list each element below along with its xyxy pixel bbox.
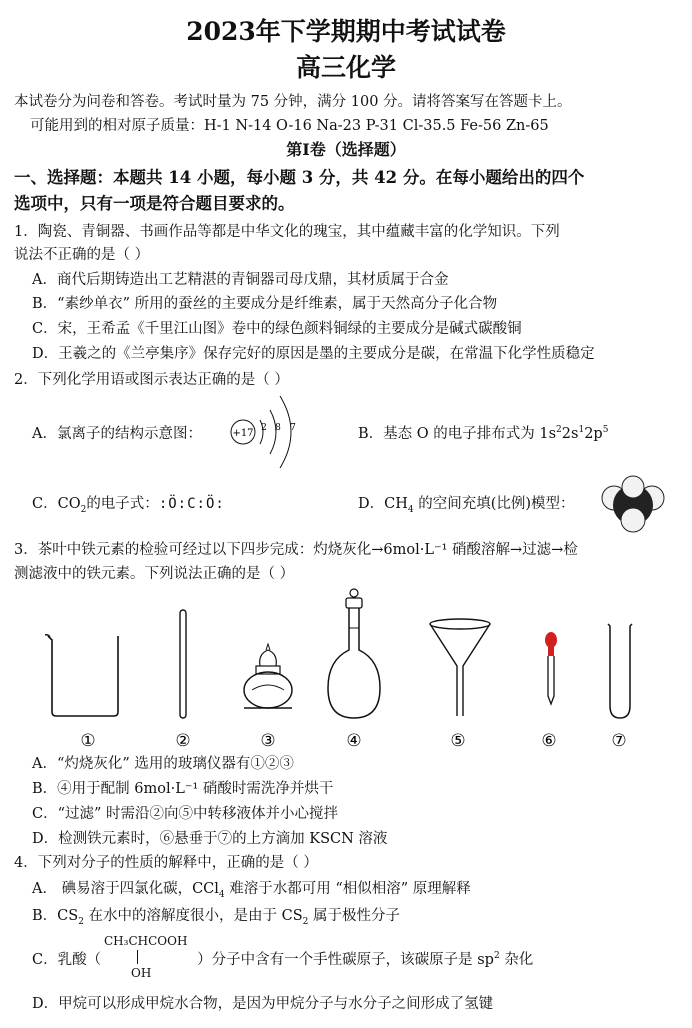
apparatus-label-5: ⑤ [450,731,466,751]
lactic-acid-structure [104,934,200,986]
q2-option-a: A．氯离子的结构示意图： [32,426,202,442]
shell-3-count: 7 [290,423,296,433]
apparatus-label-3: ③ [260,731,276,751]
exam-subject: 高三化学 [295,53,396,82]
beaker-icon [45,635,118,716]
shell-1-count: 2 [261,423,267,433]
apparatus-label-7: ⑦ [611,731,627,751]
q3-option-c: C．“过滤” 时需沿②向⑤中转移液体并小心搅拌 [32,806,339,822]
glass-rod-icon [180,610,186,718]
alcohol-lamp-icon [244,644,292,708]
q4-option-d: D．甲烷可以形成甲烷水合物，是因为甲烷分子与水分子之间形成了氢键 [32,996,494,1012]
volumetric-flask-icon [328,589,380,718]
q3-option-a: A．“灼烧灰化” 选用的玻璃仪器有①②③ [32,756,294,772]
lactic-acid-main-chain: CH₃CHCOOH [104,934,188,948]
test-tube-icon [608,624,632,718]
chloride-ion-diagram [226,392,306,472]
q2-option-c: C．$CO_2$的电子式：:Ö:C:Ö: [32,496,225,515]
section-title-1: 一、选择题：本题共 14 小题，每小题 3 分，共 42 分。在每小题给出的四个 [14,168,585,187]
apparatus-label-1: ① [80,731,96,751]
q2-option-d: D．$CH_4$ 的空间充填(比例)模型： [358,496,575,515]
q4-option-c: C．乳酸（ ）分子中含有一个手性碳原子，该碳原子是 $sp^2$ 杂化 [32,951,534,968]
q2-stem: 2．下列化学用语或图示表达正确的是（ ） [14,372,289,388]
q2-option-b: B．基态 O 的电子排布式为 $1s^22s^12p^5$ [358,425,609,442]
q3-stem-1: 3．茶叶中铁元素的检验可经过以下四步完成：灼烧灰化→6mol·L⁻¹ 硝酸溶解→过滤→检 [14,542,578,558]
funnel-icon [430,619,490,716]
nucleus-charge: +17 [232,428,254,439]
q1-option-a: A．商代后期铸造出工艺精湛的青铜器司母戊鼎，其材质属于合金 [32,272,449,288]
q1-stem-2: 说法不正确的是（ ） [14,247,150,263]
intro-line-2: 可能用到的相对原子质量：H-1 N-14 O-16 Na-23 P-31 Cl-35.5 Fe-56 Zn-65 [30,118,549,134]
lab-apparatus-figure [30,588,670,753]
exam-title: 2023年下学期期中考试试卷 [186,17,506,46]
q4-stem: 4．下列对分子的性质的解释中，正确的是（ ） [14,855,318,871]
apparatus-label-4: ④ [346,731,362,751]
q3-option-b: B．④用于配制 6mol·L⁻¹ 硝酸时需洗净并烘干 [32,781,334,797]
ch4-space-filling-model [600,474,666,534]
apparatus-label-6: ⑥ [541,731,557,751]
q3-option-d: D．检测铁元素时，⑥悬垂于⑦的上方滴加 KSCN 溶液 [32,831,388,847]
lactic-acid-oh: OH [131,966,152,980]
q1-option-b: B．“素纱单衣” 所用的蚕丝的主要成分是纤维素，属于天然高分子化合物 [32,296,498,312]
q1-stem-1: 1．陶瓷、青铜器、书画作品等都是中华文化的瑰宝，其中蕴藏丰富的化学知识。下列 [14,224,560,240]
dropper-icon [545,632,557,704]
part1-heading: 第Ⅰ卷（选择题） [286,140,406,159]
bond-line [137,950,138,964]
section-title-2: 选项中，只有一项是符合题目要求的。 [14,194,295,213]
q1-option-c: C．宋，王希孟《千里江山图》卷中的绿色颜料铜绿的主要成分是碱式碳酸铜 [32,321,522,337]
q4-option-b: B．$CS_2$ 在水中的溶解度很小，是由于 $CS_2$ 属于极性分子 [32,908,401,927]
q1-option-d: D．王羲之的《兰亭集序》保存完好的原因是墨的主要成分是碳，在常温下化学性质稳定 [32,346,595,362]
q4-option-a: A． 碘易溶于四氯化碳，CCl$_4$ 难溶于水都可用 “相似相溶” 原理解释 [32,881,471,900]
intro-line-1: 本试卷分为问卷和答卷。考试时量为 75 分钟，满分 100 分。请将答案写在答题卡上。 [14,94,572,110]
apparatus-label-2: ② [175,731,191,751]
q3-stem-2: 测滤液中的铁元素。下列说法正确的是（ ） [14,566,295,582]
shell-2-count: 8 [275,423,281,433]
co2-electron-formula: :Ö:C:Ö: [158,496,225,512]
